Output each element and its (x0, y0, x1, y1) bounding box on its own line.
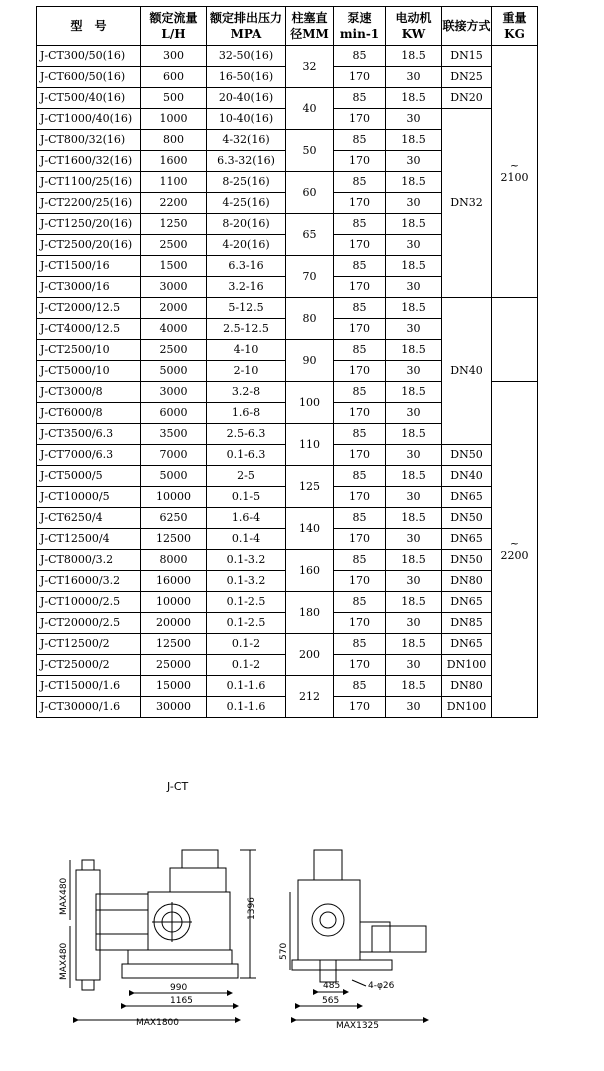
cell-pressure: 2.5-12.5 (207, 319, 286, 340)
cell-pressure: 0.1-2.5 (207, 613, 286, 634)
cell-model: J-CT300/50(16) (37, 46, 141, 67)
cell-flow: 2500 (141, 340, 207, 361)
cell-plunger: 110 (286, 424, 334, 466)
cell-connection: DN25 (442, 67, 492, 88)
cell-model: J-CT2200/25(16) (37, 193, 141, 214)
cell-speed: 85 (334, 508, 386, 529)
header-row (37, 7, 538, 46)
header-speed: 泵速 min-1 (334, 7, 386, 46)
header-pressure: 额定排出压力 MPA (207, 7, 286, 46)
cell-motor: 30 (386, 697, 442, 718)
cell-pressure: 0.1-4 (207, 529, 286, 550)
cell-plunger: 70 (286, 256, 334, 298)
dim-side-holes: 4-φ26 (368, 981, 395, 991)
cell-motor: 18.5 (386, 130, 442, 151)
header-weight: 重量 KG (492, 7, 538, 46)
cell-motor: 30 (386, 193, 442, 214)
drawing-caption: J-CT (167, 780, 189, 793)
cell-speed: 85 (334, 46, 386, 67)
cell-plunger: 50 (286, 130, 334, 172)
cell-flow: 2200 (141, 193, 207, 214)
cell-speed: 85 (334, 256, 386, 277)
cell-speed: 85 (334, 424, 386, 445)
cell-pressure: 6.3-16 (207, 256, 286, 277)
cell-pressure: 8-25(16) (207, 172, 286, 193)
cell-speed: 85 (334, 634, 386, 655)
cell-model: J-CT10000/5 (37, 487, 141, 508)
cell-motor: 30 (386, 151, 442, 172)
cell-pressure: 10-40(16) (207, 109, 286, 130)
cell-model: J-CT2500/10 (37, 340, 141, 361)
cell-connection: DN80 (442, 571, 492, 592)
cell-pressure: 5-12.5 (207, 298, 286, 319)
cell-connection: DN100 (442, 655, 492, 676)
cell-motor: 18.5 (386, 634, 442, 655)
cell-speed: 170 (334, 613, 386, 634)
cell-motor: 18.5 (386, 550, 442, 571)
cell-pressure: 1.6-8 (207, 403, 286, 424)
cell-plunger: 65 (286, 214, 334, 256)
cell-pressure: 0.1-2 (207, 634, 286, 655)
cell-pressure: 2.5-6.3 (207, 424, 286, 445)
cell-speed: 85 (334, 214, 386, 235)
cell-weight: ~ 2100 (492, 46, 538, 298)
cell-model: J-CT3000/8 (37, 382, 141, 403)
cell-pressure: 2-5 (207, 466, 286, 487)
cell-model: J-CT10000/2.5 (37, 592, 141, 613)
cell-connection: DN80 (442, 676, 492, 697)
cell-plunger: 40 (286, 88, 334, 130)
cell-motor: 18.5 (386, 508, 442, 529)
cell-model: J-CT1100/25(16) (37, 172, 141, 193)
cell-flow: 25000 (141, 655, 207, 676)
cell-flow: 5000 (141, 361, 207, 382)
dim-height-1396: 1396 (247, 897, 257, 920)
cell-plunger: 60 (286, 172, 334, 214)
cell-flow: 4000 (141, 319, 207, 340)
cell-pressure: 16-50(16) (207, 67, 286, 88)
cell-pressure: 4-25(16) (207, 193, 286, 214)
cell-flow: 1500 (141, 256, 207, 277)
cell-flow: 1100 (141, 172, 207, 193)
cell-motor: 30 (386, 613, 442, 634)
cell-speed: 170 (334, 487, 386, 508)
cell-speed: 170 (334, 193, 386, 214)
cell-connection: DN85 (442, 613, 492, 634)
cell-model: J-CT500/40(16) (37, 88, 141, 109)
cell-speed: 85 (334, 172, 386, 193)
cell-motor: 30 (386, 571, 442, 592)
cell-flow: 15000 (141, 676, 207, 697)
cell-pressure: 32-50(16) (207, 46, 286, 67)
cell-pressure: 0.1-3.2 (207, 550, 286, 571)
cell-flow: 3500 (141, 424, 207, 445)
cell-model: J-CT6250/4 (37, 508, 141, 529)
dim-width-max1800: MAX1800 (136, 1018, 179, 1028)
cell-model: J-CT16000/3.2 (37, 571, 141, 592)
cell-flow: 1600 (141, 151, 207, 172)
cell-flow: 20000 (141, 613, 207, 634)
cell-plunger: 212 (286, 676, 334, 718)
cell-flow: 7000 (141, 445, 207, 466)
cell-model: J-CT4000/12.5 (37, 319, 141, 340)
cell-flow: 8000 (141, 550, 207, 571)
dim-side-565: 565 (322, 996, 340, 1006)
cell-connection: DN65 (442, 634, 492, 655)
cell-connection: DN65 (442, 487, 492, 508)
cell-speed: 170 (334, 151, 386, 172)
table-row (37, 46, 538, 67)
cell-motor: 30 (386, 445, 442, 466)
cell-speed: 170 (334, 571, 386, 592)
cell-pressure: 3.2-16 (207, 277, 286, 298)
side-view (290, 850, 426, 1020)
cell-speed: 85 (334, 550, 386, 571)
cell-motor: 30 (386, 487, 442, 508)
cell-flow: 1000 (141, 109, 207, 130)
header-flow: 额定流量 L/H (141, 7, 207, 46)
front-view (70, 850, 256, 1020)
cell-plunger: 140 (286, 508, 334, 550)
table-row (37, 508, 538, 529)
cell-speed: 85 (334, 130, 386, 151)
cell-speed: 85 (334, 340, 386, 361)
cell-pressure: 4-10 (207, 340, 286, 361)
table-row (37, 676, 538, 697)
cell-motor: 18.5 (386, 676, 442, 697)
cell-speed: 170 (334, 445, 386, 466)
cell-weight (492, 298, 538, 382)
cell-flow: 5000 (141, 466, 207, 487)
cell-flow: 800 (141, 130, 207, 151)
cell-plunger: 32 (286, 46, 334, 88)
cell-model: J-CT7000/6.3 (37, 445, 141, 466)
cell-pressure: 1.6-4 (207, 508, 286, 529)
cell-speed: 170 (334, 655, 386, 676)
cell-flow: 30000 (141, 697, 207, 718)
cell-flow: 2000 (141, 298, 207, 319)
cell-pressure: 2-10 (207, 361, 286, 382)
table-row (37, 298, 538, 319)
cell-speed: 85 (334, 676, 386, 697)
cell-motor: 18.5 (386, 46, 442, 67)
cell-flow: 6250 (141, 508, 207, 529)
cell-pressure: 0.1-3.2 (207, 571, 286, 592)
dim-side-570: 570 (279, 942, 289, 960)
cell-connection: DN40 (442, 466, 492, 487)
cell-speed: 170 (334, 319, 386, 340)
header-plunger: 柱塞直径MM (286, 7, 334, 46)
cell-connection: DN50 (442, 550, 492, 571)
pump-drawing (0, 820, 604, 1071)
cell-connection: DN50 (442, 508, 492, 529)
cell-motor: 18.5 (386, 424, 442, 445)
cell-connection: DN50 (442, 445, 492, 466)
cell-model: J-CT30000/1.6 (37, 697, 141, 718)
cell-pressure: 0.1-6.3 (207, 445, 286, 466)
cell-speed: 85 (334, 298, 386, 319)
cell-plunger: 180 (286, 592, 334, 634)
spec-table-body (37, 46, 538, 718)
table-row (37, 88, 538, 109)
cell-motor: 30 (386, 361, 442, 382)
table-row (37, 634, 538, 655)
table-row (37, 550, 538, 571)
cell-speed: 85 (334, 466, 386, 487)
cell-motor: 18.5 (386, 256, 442, 277)
cell-motor: 18.5 (386, 592, 442, 613)
cell-flow: 12500 (141, 529, 207, 550)
cell-model: J-CT15000/1.6 (37, 676, 141, 697)
table-row (37, 592, 538, 613)
cell-pressure: 4-20(16) (207, 235, 286, 256)
cell-motor: 18.5 (386, 214, 442, 235)
cell-model: J-CT6000/8 (37, 403, 141, 424)
cell-motor: 30 (386, 67, 442, 88)
dim-max480-upper: MAX480 (59, 877, 69, 915)
cell-plunger: 80 (286, 298, 334, 340)
cell-pressure: 0.1-1.6 (207, 697, 286, 718)
cell-pressure: 8-20(16) (207, 214, 286, 235)
cell-flow: 10000 (141, 592, 207, 613)
cell-model: J-CT600/50(16) (37, 67, 141, 88)
cell-connection: DN40 (442, 298, 492, 445)
cell-plunger: 125 (286, 466, 334, 508)
cell-flow: 3000 (141, 277, 207, 298)
cell-flow: 3000 (141, 382, 207, 403)
cell-motor: 18.5 (386, 88, 442, 109)
cell-speed: 170 (334, 235, 386, 256)
cell-model: J-CT1250/20(16) (37, 214, 141, 235)
cell-speed: 85 (334, 592, 386, 613)
cell-connection: DN20 (442, 88, 492, 109)
cell-plunger: 160 (286, 550, 334, 592)
cell-model: J-CT2000/12.5 (37, 298, 141, 319)
cell-model: J-CT8000/3.2 (37, 550, 141, 571)
cell-model: J-CT12500/4 (37, 529, 141, 550)
cell-motor: 18.5 (386, 466, 442, 487)
cell-motor: 30 (386, 529, 442, 550)
cell-motor: 18.5 (386, 340, 442, 361)
header-model: 型 号 (37, 7, 141, 46)
cell-connection: DN65 (442, 592, 492, 613)
cell-model: J-CT800/32(16) (37, 130, 141, 151)
cell-motor: 30 (386, 109, 442, 130)
dim-side-max1325: MAX1325 (336, 1021, 379, 1031)
cell-motor: 18.5 (386, 298, 442, 319)
cell-speed: 170 (334, 109, 386, 130)
cell-connection: DN15 (442, 46, 492, 67)
header-connection: 联接方式 (442, 7, 492, 46)
cell-speed: 170 (334, 361, 386, 382)
cell-flow: 300 (141, 46, 207, 67)
cell-plunger: 200 (286, 634, 334, 676)
cell-model: J-CT12500/2 (37, 634, 141, 655)
cell-motor: 30 (386, 319, 442, 340)
cell-motor: 30 (386, 235, 442, 256)
cell-pressure: 0.1-5 (207, 487, 286, 508)
cell-model: J-CT2500/20(16) (37, 235, 141, 256)
cell-pressure: 3.2-8 (207, 382, 286, 403)
spec-table (36, 6, 538, 718)
cell-pressure: 0.1-2 (207, 655, 286, 676)
cell-weight: ~ 2200 (492, 382, 538, 718)
cell-model: J-CT1500/16 (37, 256, 141, 277)
table-row (37, 466, 538, 487)
cell-pressure: 0.1-1.6 (207, 676, 286, 697)
cell-plunger: 100 (286, 382, 334, 424)
cell-motor: 30 (386, 655, 442, 676)
cell-model: J-CT1000/40(16) (37, 109, 141, 130)
cell-speed: 170 (334, 403, 386, 424)
cell-model: J-CT25000/2 (37, 655, 141, 676)
cell-flow: 12500 (141, 634, 207, 655)
cell-pressure: 6.3-32(16) (207, 151, 286, 172)
cell-flow: 6000 (141, 403, 207, 424)
cell-motor: 30 (386, 403, 442, 424)
cell-connection: DN100 (442, 697, 492, 718)
cell-model: J-CT3500/6.3 (37, 424, 141, 445)
cell-speed: 170 (334, 697, 386, 718)
cell-connection: DN65 (442, 529, 492, 550)
cell-flow: 600 (141, 67, 207, 88)
cell-model: J-CT3000/16 (37, 277, 141, 298)
cell-flow: 2500 (141, 235, 207, 256)
cell-motor: 18.5 (386, 172, 442, 193)
cell-flow: 10000 (141, 487, 207, 508)
cell-model: J-CT5000/10 (37, 361, 141, 382)
cell-speed: 85 (334, 88, 386, 109)
header-motor: 电动机 KW (386, 7, 442, 46)
cell-pressure: 4-32(16) (207, 130, 286, 151)
cell-connection: DN32 (442, 109, 492, 298)
cell-speed: 85 (334, 382, 386, 403)
cell-model: J-CT1600/32(16) (37, 151, 141, 172)
cell-motor: 18.5 (386, 382, 442, 403)
cell-speed: 170 (334, 529, 386, 550)
cell-speed: 170 (334, 67, 386, 88)
cell-motor: 30 (386, 277, 442, 298)
dim-side-485: 485 (323, 981, 341, 991)
cell-flow: 1250 (141, 214, 207, 235)
cell-pressure: 20-40(16) (207, 88, 286, 109)
cell-flow: 500 (141, 88, 207, 109)
cell-model: J-CT20000/2.5 (37, 613, 141, 634)
dim-max480-lower: MAX480 (59, 942, 69, 980)
cell-model: J-CT5000/5 (37, 466, 141, 487)
dim-width-990: 990 (170, 983, 188, 993)
cell-plunger: 90 (286, 340, 334, 382)
dim-width-1165: 1165 (170, 996, 193, 1006)
cell-pressure: 0.1-2.5 (207, 592, 286, 613)
cell-flow: 16000 (141, 571, 207, 592)
cell-speed: 170 (334, 277, 386, 298)
